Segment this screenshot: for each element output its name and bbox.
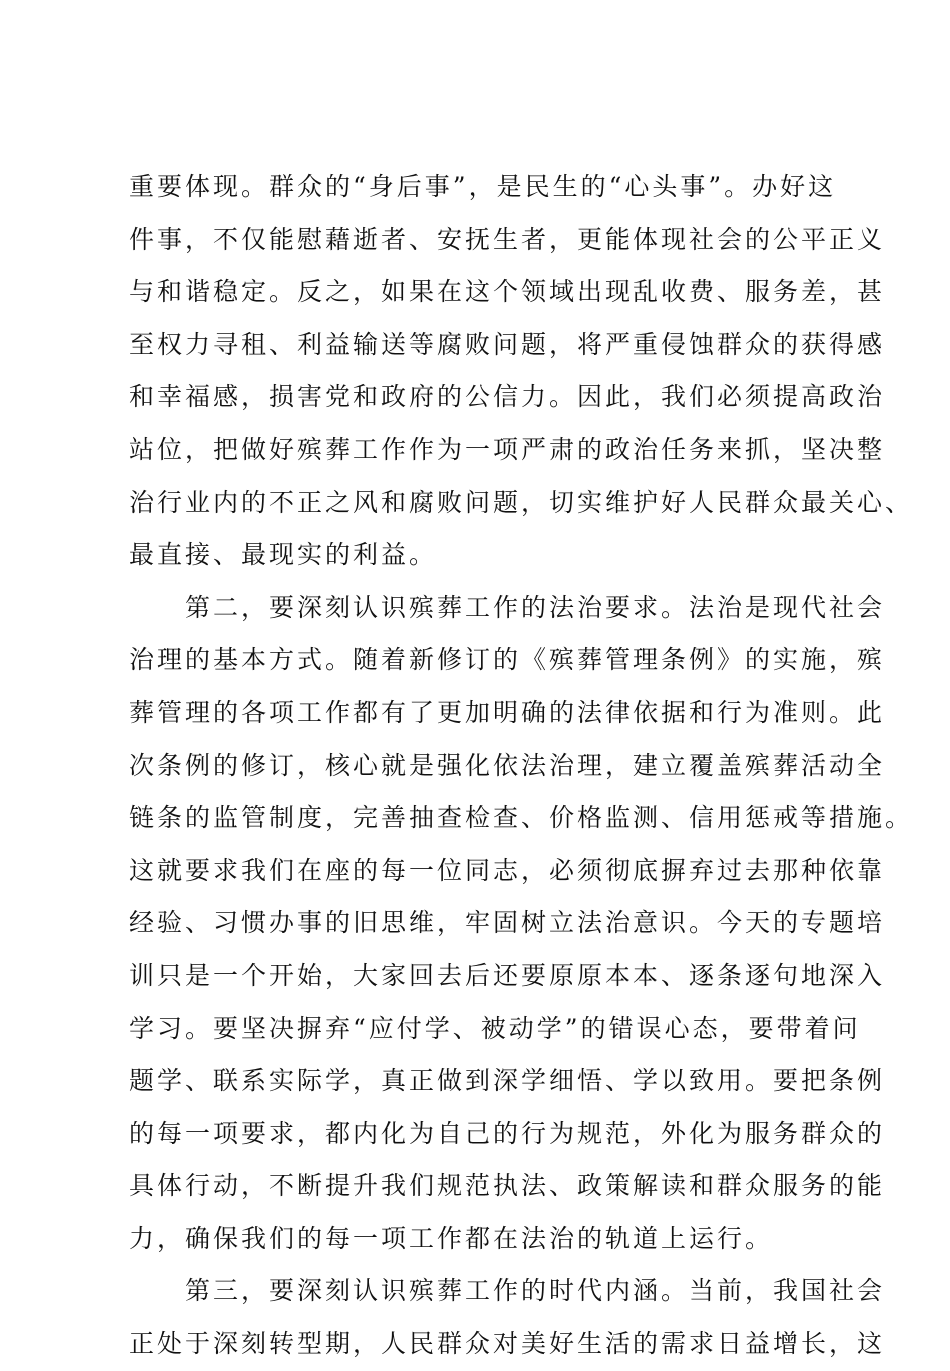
text-line: 训只是一个开始，大家回去后还要原原本本、逐条逐句地深入 bbox=[129, 960, 886, 990]
paragraph-2 bbox=[129, 582, 914, 1266]
text-line: 这就要求我们在座的每一位同志，必须彻底摒弃过去那种依靠 bbox=[129, 855, 886, 885]
text-line: 力，确保我们的每一项工作都在法治的轨道上运行。 bbox=[129, 1223, 774, 1253]
text-line: 最直接、最现实的利益。 bbox=[129, 540, 438, 570]
text-line: 具体行动，不断提升我们规范执法、政策解读和群众服务的能 bbox=[129, 1171, 886, 1201]
text-line: 与和谐稳定。反之，如果在这个领域出现乱收费、服务差，甚 bbox=[129, 277, 886, 307]
text-line: 正处于深刻转型期，人民群众对美好生活的需求日益增长，这 bbox=[129, 1329, 886, 1359]
text-line: 链条的监管制度，完善抽查检查、价格监测、信用惩戒等措施。 bbox=[129, 803, 914, 833]
document-body bbox=[129, 161, 914, 1371]
text-line: 重要体现。群众的“身后事”，是民生的“心头事”。办好这 bbox=[129, 172, 837, 201]
paragraph-3 bbox=[129, 1265, 886, 1370]
paragraph-1 bbox=[129, 161, 914, 582]
text-line: 和幸福感，损害党和政府的公信力。因此，我们必须提高政治 bbox=[129, 382, 886, 412]
text-line: 学习。要坚决摒弃“应付学、被动学”的错误心态，要带着问 bbox=[129, 1013, 861, 1043]
text-line: 治理的基本方式。随着新修订的《殡葬管理条例》的实施，殡 bbox=[129, 645, 886, 675]
text-line: 治行业内的不正之风和腐败问题，切实维护好人民群众最关心、 bbox=[129, 487, 914, 517]
text-line: 至权力寻租、利益输送等腐败问题，将严重侵蚀群众的获得感 bbox=[129, 329, 886, 359]
text-line: 的每一项要求，都内化为自己的行为规范，外化为服务群众的 bbox=[129, 1118, 886, 1148]
text-line: 经验、习惯办事的旧思维，牢固树立法治意识。今天的专题培 bbox=[129, 908, 886, 938]
text-line: 第三，要深刻认识殡葬工作的时代内涵。当前，我国社会 bbox=[129, 1276, 886, 1306]
text-line: 第二，要深刻认识殡葬工作的法治要求。法治是现代社会 bbox=[129, 592, 886, 622]
text-line: 站位，把做好殡葬工作作为一项严肃的政治任务来抓，坚决整 bbox=[129, 434, 886, 464]
text-line: 件事，不仅能慰藉逝者、安抚生者，更能体现社会的公平正义 bbox=[129, 224, 886, 254]
text-line: 题学、联系实际学，真正做到深学细悟、学以致用。要把条例 bbox=[129, 1066, 886, 1096]
text-line: 葬管理的各项工作都有了更加明确的法律依据和行为准则。此 bbox=[129, 697, 886, 727]
text-line: 次条例的修订，核心就是强化依法治理，建立覆盖殡葬活动全 bbox=[129, 750, 886, 780]
